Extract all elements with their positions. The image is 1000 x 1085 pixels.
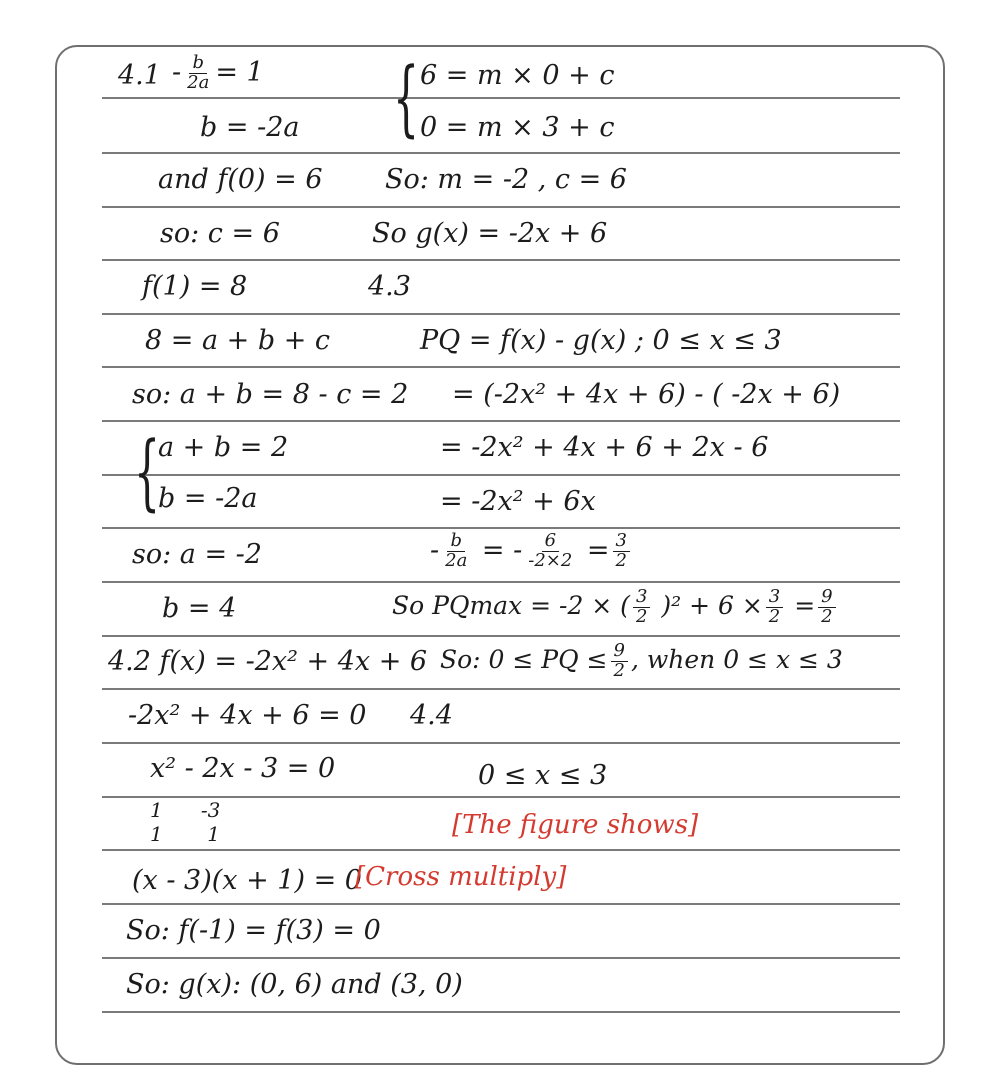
rule-line bbox=[102, 957, 900, 959]
left-line-13: -2x² + 4x + 6 = 0 bbox=[128, 700, 367, 731]
rule-line bbox=[102, 1011, 900, 1013]
rule-line bbox=[102, 742, 900, 744]
rule-line bbox=[102, 849, 900, 851]
left-line-9: b = -2a bbox=[158, 483, 258, 514]
rule-line bbox=[102, 635, 900, 637]
section-4-3-label: 4.3 bbox=[368, 271, 411, 302]
pq-max-calc: So PQmax = -2 × ( $\frac{3}{2}$ )² + 6 × $\frac{3}{2}$ = $\frac{9}{2}$ bbox=[392, 588, 839, 627]
pq-range: So: 0 ≤ PQ ≤ $\frac{9}{2}$ , when 0 ≤ x ≤ 3 bbox=[440, 640, 843, 681]
vertex-x-calc: - $\frac{b}{2a}$ = - $\frac{6}{-2\times 2}$ = $\frac{3}{2}$ bbox=[430, 532, 633, 571]
left-line-3: and f(0) = 6 bbox=[158, 164, 323, 195]
rule-line bbox=[102, 796, 900, 798]
right-line-4: So g(x) = -2x + 6 bbox=[372, 218, 608, 249]
rule-line bbox=[102, 474, 900, 476]
rule-line bbox=[102, 206, 900, 208]
left-line-16: 1 1 bbox=[150, 822, 220, 846]
left-line-2: b = -2a bbox=[200, 112, 300, 143]
rule-line bbox=[102, 366, 900, 368]
left-line-18: So: f(-1) = f(3) = 0 bbox=[126, 915, 381, 946]
left-line-15: 1 -3 bbox=[150, 798, 221, 822]
left-line-5: f(1) = 8 bbox=[142, 271, 248, 302]
rule-line bbox=[102, 313, 900, 315]
right-line-1: 6 = m × 0 + c bbox=[420, 60, 615, 91]
right-line-3: So: m = -2 , c = 6 bbox=[385, 164, 627, 195]
rule-line bbox=[102, 527, 900, 529]
vertex-condition: - $\frac{b}{2a}$ = 1 bbox=[172, 52, 264, 93]
section-4-1-label: 4.1 bbox=[118, 60, 161, 91]
section-4-4-label: 4.4 bbox=[410, 700, 453, 731]
right-line-7: = (-2x² + 4x + 6) - ( -2x + 6) bbox=[452, 379, 841, 410]
left-line-4: so: c = 6 bbox=[160, 218, 280, 249]
left-line-17: (x - 3)(x + 1) = 0 bbox=[132, 865, 362, 896]
right-line-9: = -2x² + 6x bbox=[440, 486, 596, 517]
cross-multiply-note: [Cross multiply] bbox=[355, 862, 567, 892]
rule-line bbox=[102, 688, 900, 690]
left-line-8: a + b = 2 bbox=[158, 432, 289, 463]
left-line-12: 4.2 f(x) = -2x² + 4x + 6 bbox=[108, 646, 428, 677]
rule-line bbox=[102, 152, 900, 154]
right-line-14: 0 ≤ x ≤ 3 bbox=[478, 760, 608, 791]
right-line-8: = -2x² + 4x + 6 + 2x - 6 bbox=[440, 432, 769, 463]
right-line-2: 0 = m × 3 + c bbox=[420, 112, 615, 143]
left-line-10: so: a = -2 bbox=[132, 539, 262, 570]
figure-shows-note: [The figure shows] bbox=[452, 810, 699, 840]
system-brace-left: { bbox=[134, 425, 161, 520]
rule-line bbox=[102, 420, 900, 422]
left-line-19: So: g(x): (0, 6) and (3, 0) bbox=[126, 969, 463, 1000]
left-line-11: b = 4 bbox=[162, 593, 237, 624]
left-line-6: 8 = a + b + c bbox=[145, 325, 331, 356]
right-line-6: PQ = f(x) - g(x) ; 0 ≤ x ≤ 3 bbox=[420, 325, 782, 356]
rule-line bbox=[102, 903, 900, 905]
left-line-14: x² - 2x - 3 = 0 bbox=[150, 753, 336, 784]
rule-line bbox=[102, 581, 900, 583]
left-line-7: so: a + b = 8 - c = 2 bbox=[132, 379, 409, 410]
system-brace-right: { bbox=[393, 51, 420, 146]
rule-line bbox=[102, 97, 900, 99]
rule-line bbox=[102, 259, 900, 261]
